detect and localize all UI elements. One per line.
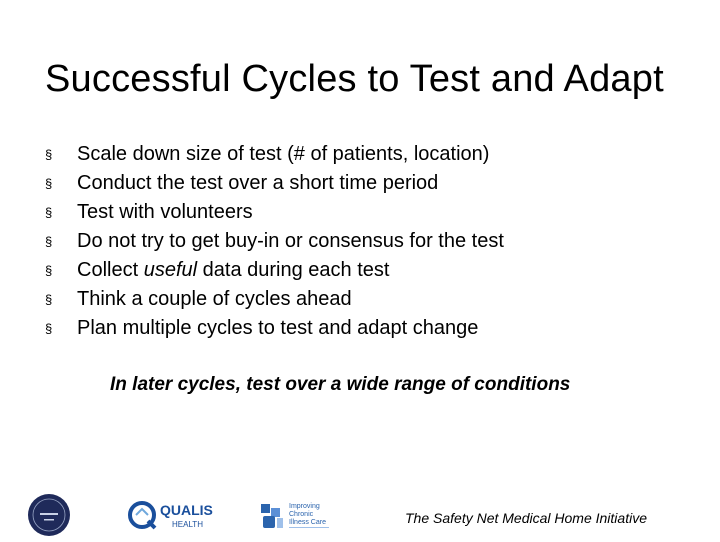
bullet-text bbox=[77, 259, 389, 282]
qualis-health-logo-icon bbox=[128, 495, 234, 535]
ici-line-3: Illness Care bbox=[289, 519, 326, 526]
bullet-text-post: data during each test bbox=[197, 259, 390, 281]
bullet-item bbox=[45, 198, 504, 227]
bullet-marker-icon: § bbox=[45, 205, 53, 220]
qualis-wordmark: QUALIS bbox=[160, 502, 213, 518]
bullet-item bbox=[45, 227, 504, 256]
slide-title: Successful Cycles to Test and Adapt bbox=[45, 58, 664, 100]
seal-logo-icon bbox=[27, 493, 71, 537]
callout-text: In later cycles, test over a wide range of conditions bbox=[110, 374, 571, 395]
bullet-marker-icon: § bbox=[45, 263, 53, 278]
ici-line-1: Improving bbox=[289, 503, 320, 510]
bullet-text: Think a couple of cycles ahead bbox=[77, 288, 352, 310]
bullet-marker-icon: § bbox=[45, 176, 53, 191]
bullet-text: Conduct the test over a short time period bbox=[77, 172, 439, 194]
bullet-text-emphasis: useful bbox=[143, 259, 198, 281]
bullet-text-pre: Collect bbox=[77, 259, 144, 281]
bullet-item bbox=[45, 314, 504, 343]
bullet-item bbox=[45, 256, 504, 285]
bullet-marker-icon: § bbox=[45, 147, 53, 162]
bullet-list bbox=[45, 140, 504, 343]
bullet-item bbox=[45, 285, 504, 314]
bullet-marker-icon: § bbox=[45, 321, 53, 336]
improving-chronic-illness-care-logo-icon bbox=[259, 498, 353, 534]
footer-initiative-text: The Safety Net Medical Home Initiative bbox=[405, 510, 647, 526]
bullet-text: Scale down size of test (# of patients, location) bbox=[77, 143, 490, 165]
bullet-text: Plan multiple cycles to test and adapt change bbox=[77, 317, 479, 339]
bullet-text: Do not try to get buy-in or consensus for the test bbox=[77, 230, 504, 252]
bullet-text: Test with volunteers bbox=[77, 201, 253, 223]
qualis-subtext: HEALTH bbox=[172, 520, 203, 529]
bullet-marker-icon: § bbox=[45, 234, 53, 249]
ici-line-2: Chronic bbox=[289, 511, 314, 518]
bullet-item bbox=[45, 140, 504, 169]
bullet-marker-icon: § bbox=[45, 292, 53, 307]
bullet-item bbox=[45, 169, 504, 198]
